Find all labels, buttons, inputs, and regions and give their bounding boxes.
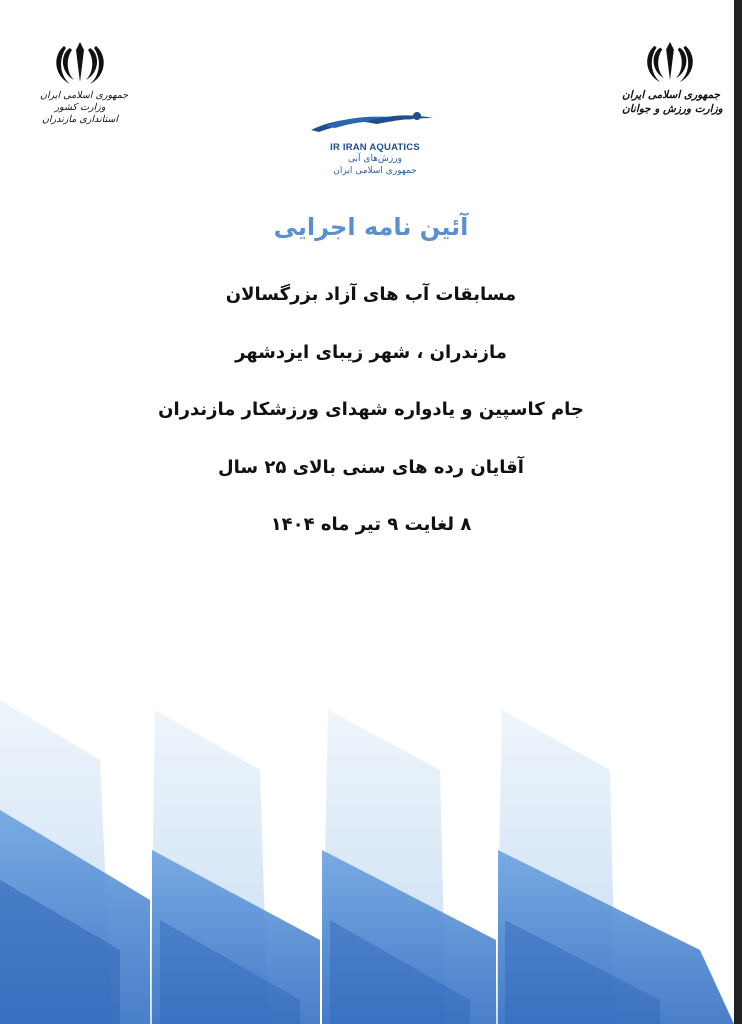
emblem-left-line-1: جمهوری اسلامی ایران (40, 90, 129, 101)
iran-aquatics-logo (300, 110, 450, 177)
document-lines (0, 280, 742, 568)
page-edge (734, 0, 742, 1024)
logo-line-2: جمهوری اسلامی ایران (333, 166, 417, 176)
emblem-right-line-1: جمهوری اسلامی ایران (622, 89, 721, 101)
decorative-wave-pattern (0, 700, 742, 1024)
line-date: ۸ لغایت ۹ تیر ماه ۱۴۰۴ (270, 514, 472, 535)
iran-emblem-icon (52, 38, 108, 90)
logo-line-1: ورزش‌های آبی (348, 154, 402, 164)
line-cup: جام کاسپین و یادواره شهدای ورزشکار مازندران (158, 399, 584, 420)
line-location: مازندران ، شهر زیبای ایزدشهر (235, 341, 507, 363)
document-title: آئین نامه اجرایی (273, 213, 469, 241)
emblem-left-line-3: استانداری مازندران (41, 114, 119, 125)
logo-brand: IR IRAN AQUATICS (330, 142, 420, 153)
iran-emblem-icon (642, 38, 698, 88)
emblem-left (40, 38, 129, 126)
emblem-left-line-2: وزارت کشور (54, 102, 106, 113)
line-event: مسابقات آب های آزاد بزرگسالان (225, 284, 517, 305)
swimmer-wave-icon (305, 110, 445, 136)
emblem-right-line-2: وزارت ورزش و جوانان (622, 103, 723, 115)
line-category: آقایان رده های سنی بالای ۲۵ سال (218, 456, 524, 478)
emblem-right (622, 38, 723, 116)
